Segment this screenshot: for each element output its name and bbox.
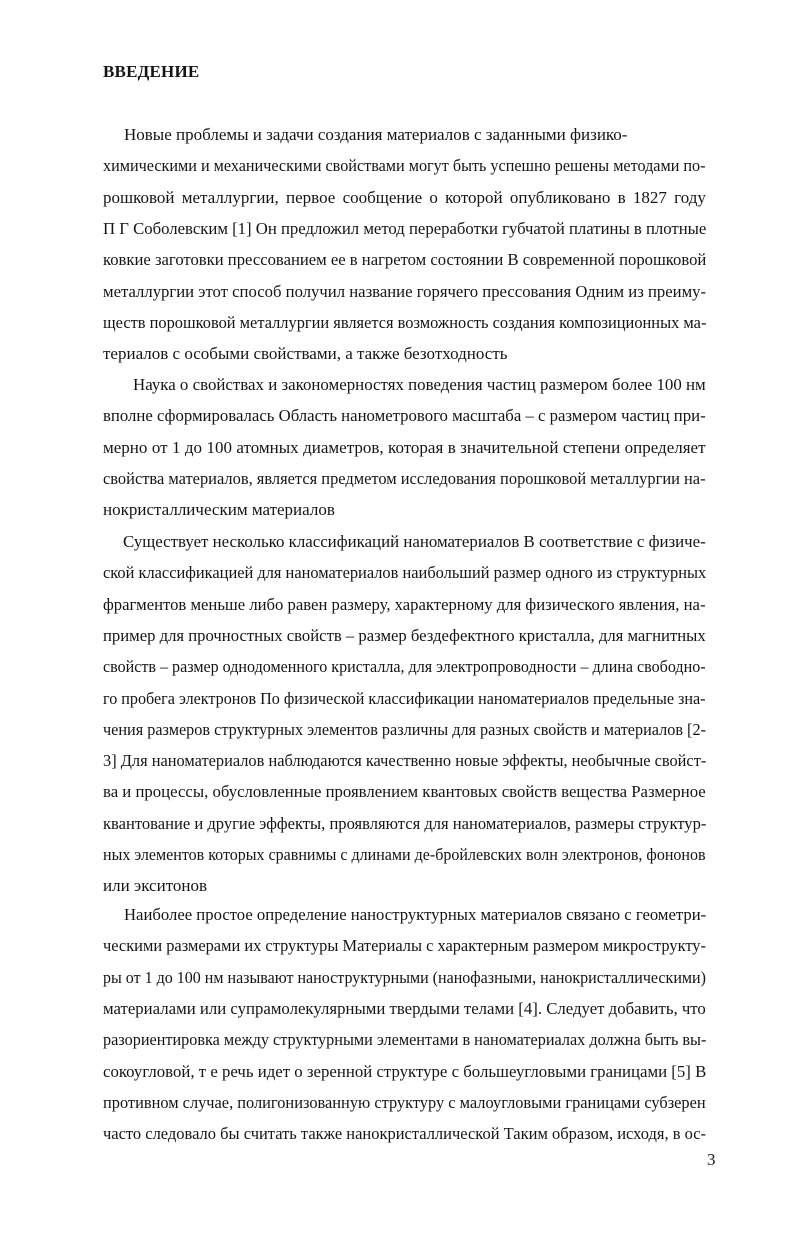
text-line: Наука о свойствах и закономерностях поведения частиц размером более 100 нм: [133, 375, 706, 394]
text-line: металлургии этот способ получил название горячего прессования Одним из преиму-: [103, 281, 707, 301]
text-line: разориентировка между структурными элементами в наноматериалах должна быть вы-: [103, 1030, 707, 1050]
text-line: ческими размерами их структуры Материалы с характерным размером микрострукту-: [103, 936, 706, 956]
text-line: или экситонов: [103, 876, 208, 896]
text-line: нокристаллическим материалов: [103, 500, 335, 520]
text-line: ва и процессы, обусловленные проявлением квантовых свойств вещества Размерное: [103, 782, 706, 802]
page-number: 3: [707, 1150, 716, 1169]
text-line: ры от 1 до 100 нм называют наноструктурными (нанофазными, нанокристаллическими): [103, 967, 706, 987]
text-line: П Г Соболевским [1] Он предложил метод переработки губчатой платины в плотные: [103, 218, 707, 238]
text-line: квантование и другие эффекты, проявляются для наноматериалов, размеры структур-: [103, 813, 707, 833]
text-line: свойства материалов, является предметом исследования порошковой металлургии на-: [103, 468, 706, 488]
text-line: Новые проблемы и задачи создания материалов с заданными физико-: [124, 125, 628, 144]
text-line: ковкие заготовки прессованием ее в нагретом состоянии В современной порошковой: [103, 250, 707, 270]
text-line: Наиболее простое определение наноструктурных материалов связано с геометри-: [124, 905, 707, 924]
text-line: противном случае, полигонизованную структуру с малоугловыми границами субзерен: [103, 1092, 706, 1112]
text-line: пример для прочностных свойств – размер бездефектного кристалла, для магнитных: [103, 625, 706, 645]
text-line: химическими и механическими свойствами могут быть успешно решены методами по-: [103, 156, 706, 176]
text-line: материалами или супрамолекулярными твердыми телами [4]. Следует добавить, что: [103, 998, 706, 1018]
text-line: вполне сформировалась Область нанометрового масштаба – с размером частиц при-: [103, 406, 706, 426]
text-line: рошковой металлургии, первое сообщение о которой опубликовано в 1827 году: [103, 187, 706, 207]
text-line: сокоугловой, т е речь идет о зеренной структуре с большеугловыми границами [5] В: [103, 1061, 707, 1081]
text-line: ской классификацией для наноматериалов наибольший размер одного из структурных: [103, 563, 707, 583]
text-line: териалов с особыми свойствами, а также безотходность: [103, 344, 508, 364]
text-line: фрагментов меньше либо равен размеру, характерному для физического явления, на-: [103, 594, 706, 614]
text-line: свойств – размер однодоменного кристалла, для электропроводности – длина свободно-: [103, 657, 706, 677]
section-heading: ВВЕДЕНИЕ: [103, 62, 200, 81]
text-line: Существует несколько классификаций наноматериалов В соответствие с физиче-: [123, 532, 706, 551]
text-line: чения размеров структурных элементов различны для разных свойств и материалов [2-: [103, 719, 706, 739]
text-line: ных элементов которых сравнимы с длинами де-бройлевских волн электронов, фононов: [103, 845, 706, 864]
text-line: мерно от 1 до 100 атомных диаметров, которая в значительной степени определяет: [103, 437, 706, 457]
text-line: часто следовало бы считать также нанокристаллической Таким образом, исходя, в ос-: [103, 1124, 707, 1144]
text-line: 3] Для наноматериалов наблюдаются качественно новые эффекты, необычные свойст-: [103, 751, 707, 771]
text-line: го пробега электронов По физической классификации наноматериалов предельные зна-: [103, 688, 706, 708]
text-line: ществ порошковой металлургии является возможность создания композиционных ма-: [103, 312, 707, 332]
